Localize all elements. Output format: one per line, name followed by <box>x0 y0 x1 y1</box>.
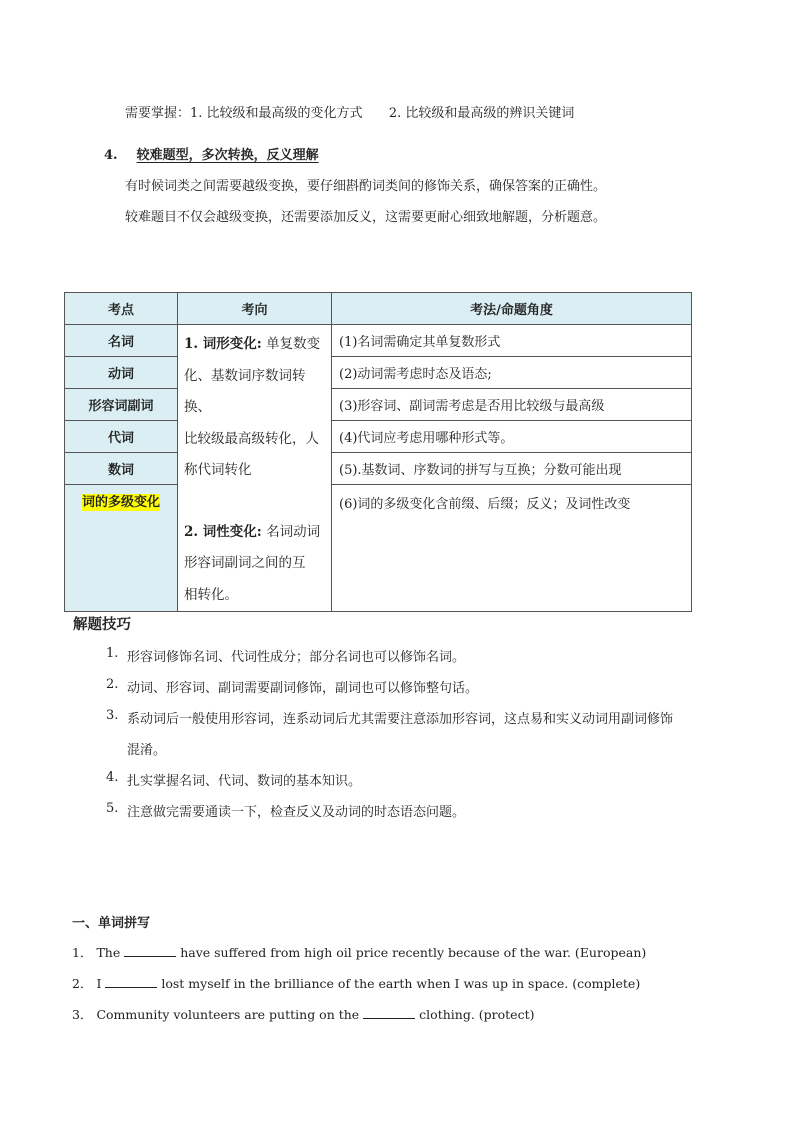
method-adj-adv: (3)形容词、副词需考虑是否用比较级与最高级 <box>332 389 692 421</box>
exercise-num: 2． <box>72 976 93 991</box>
answer-blank[interactable] <box>124 945 176 957</box>
direction-1-label: 1. 词形变化: <box>184 336 262 352</box>
point-adj-adv: 形容词副词 <box>65 389 178 421</box>
method-numeral: (5).基数词、序数词的拼写与互换；分数可能出现 <box>332 453 692 485</box>
exam-points-table <box>64 292 692 612</box>
header-direction: 考向 <box>178 293 332 325</box>
method-noun: (1)名词需确定其单复数形式 <box>332 325 692 357</box>
tips-title: 解题技巧 <box>73 616 131 633</box>
tip-num: 4. <box>106 770 119 785</box>
exercise-item-1 <box>72 943 646 961</box>
exercise-item-2 <box>72 974 640 992</box>
exercise-pre: I <box>96 976 102 991</box>
exercise-post: have suffered from high oil price recently because of the war. (European) <box>180 945 647 960</box>
tip-text: 形容词修饰名词、代词性成分；部分名词也可以修饰名词。 <box>127 650 466 665</box>
tip-item-4 <box>106 770 362 789</box>
direction-1 <box>184 329 327 487</box>
section-4-para-2: 较难题目不仅会越级变换，还需要添加反义，这需要更耐心细致地解题，分析题意。 <box>125 210 607 225</box>
tip-num: 2. <box>106 677 119 692</box>
tip-item-5 <box>106 801 466 820</box>
direction-2-line-3: 相转化。 <box>184 586 238 603</box>
tip-text: 动词、形容词、副词需要副词修饰，副词也可以修饰整句话。 <box>127 681 479 696</box>
section-4-number: 4. <box>104 148 118 163</box>
direction-1-line-3: 比较级最高级转化，人 <box>184 430 319 447</box>
tip-text: 系动词后一般使用形容词，连系动词后尤其需要注意添加形容词，这点易和实义动词用副词修饰 <box>127 712 674 727</box>
exercise-num: 1． <box>72 945 93 960</box>
direction-2 <box>184 517 327 612</box>
tip-num: 1. <box>106 646 119 661</box>
must-master-text-1: 需要掌握：1. 比较级和最高级的变化方式 <box>125 106 363 121</box>
point-noun: 名词 <box>65 325 178 357</box>
method-pronoun: (4)代词应考虑用哪种形式等。 <box>332 421 692 453</box>
direction-1-line-2: 化、基数词序数词转换、 <box>184 367 306 415</box>
direction-cell <box>178 325 332 612</box>
exercise-num: 3． <box>72 1007 93 1022</box>
direction-1-line-1: 单复数变 <box>266 336 321 352</box>
section-4-para-1: 有时候词类之间需要越级变换，要仔细斟酌词类间的修饰关系，确保答案的正确性。 <box>125 179 607 194</box>
exercise-item-3 <box>72 1005 534 1023</box>
section-4-title: 较难题型，多次转换，反义理解 <box>136 148 319 163</box>
exercise-post: lost myself in the brilliance of the earth when I was up in space. (complete) <box>161 976 641 991</box>
header-points: 考点 <box>65 293 178 325</box>
tip-text: 注意做完需要通读一下，检查反义及动词的时态语态问题。 <box>127 805 466 820</box>
must-master-text-2: 2. 比较级和最高级的辨识关键词 <box>388 106 575 121</box>
point-pronoun: 代词 <box>65 421 178 453</box>
answer-blank[interactable] <box>105 976 157 988</box>
exercise-pre: The <box>96 945 121 960</box>
direction-2-label: 2. 词性变化: <box>184 523 262 540</box>
header-method: 考法/命题角度 <box>332 293 692 325</box>
tip-item-3-cont: 混淆。 <box>127 743 167 758</box>
method-verb: (2)动词需考虑时态及语态; <box>332 357 692 389</box>
point-numeral: 数词 <box>65 453 178 485</box>
point-verb: 动词 <box>65 357 178 389</box>
exercise-post: clothing. (protect) <box>419 1007 535 1022</box>
point-multi-change-highlight: 词的多级变化 <box>81 495 160 510</box>
tip-item-1 <box>106 646 466 665</box>
exercise-title: 一、单词拼写 <box>72 916 151 931</box>
tip-text: 扎实掌握名词、代词、数词的基本知识。 <box>127 774 362 789</box>
method-multi-change: (6)词的多级变化含前缀、后缀；反义；及词性改变 <box>332 485 692 612</box>
tip-num: 3. <box>106 708 119 723</box>
tip-item-2 <box>106 677 479 696</box>
answer-blank[interactable] <box>363 1007 415 1019</box>
tip-num: 5. <box>106 801 119 816</box>
must-master-line <box>125 102 574 121</box>
direction-2-line-2: 形容词副词之间的互 <box>184 555 306 571</box>
tip-item-3 <box>106 708 674 727</box>
section-4-heading <box>104 144 319 163</box>
exercise-pre: Community volunteers are putting on the <box>96 1007 360 1022</box>
point-multi-change <box>65 485 178 612</box>
direction-2-line-1: 名词动词 <box>266 523 321 540</box>
direction-1-line-4: 称代词转化 <box>184 462 252 478</box>
